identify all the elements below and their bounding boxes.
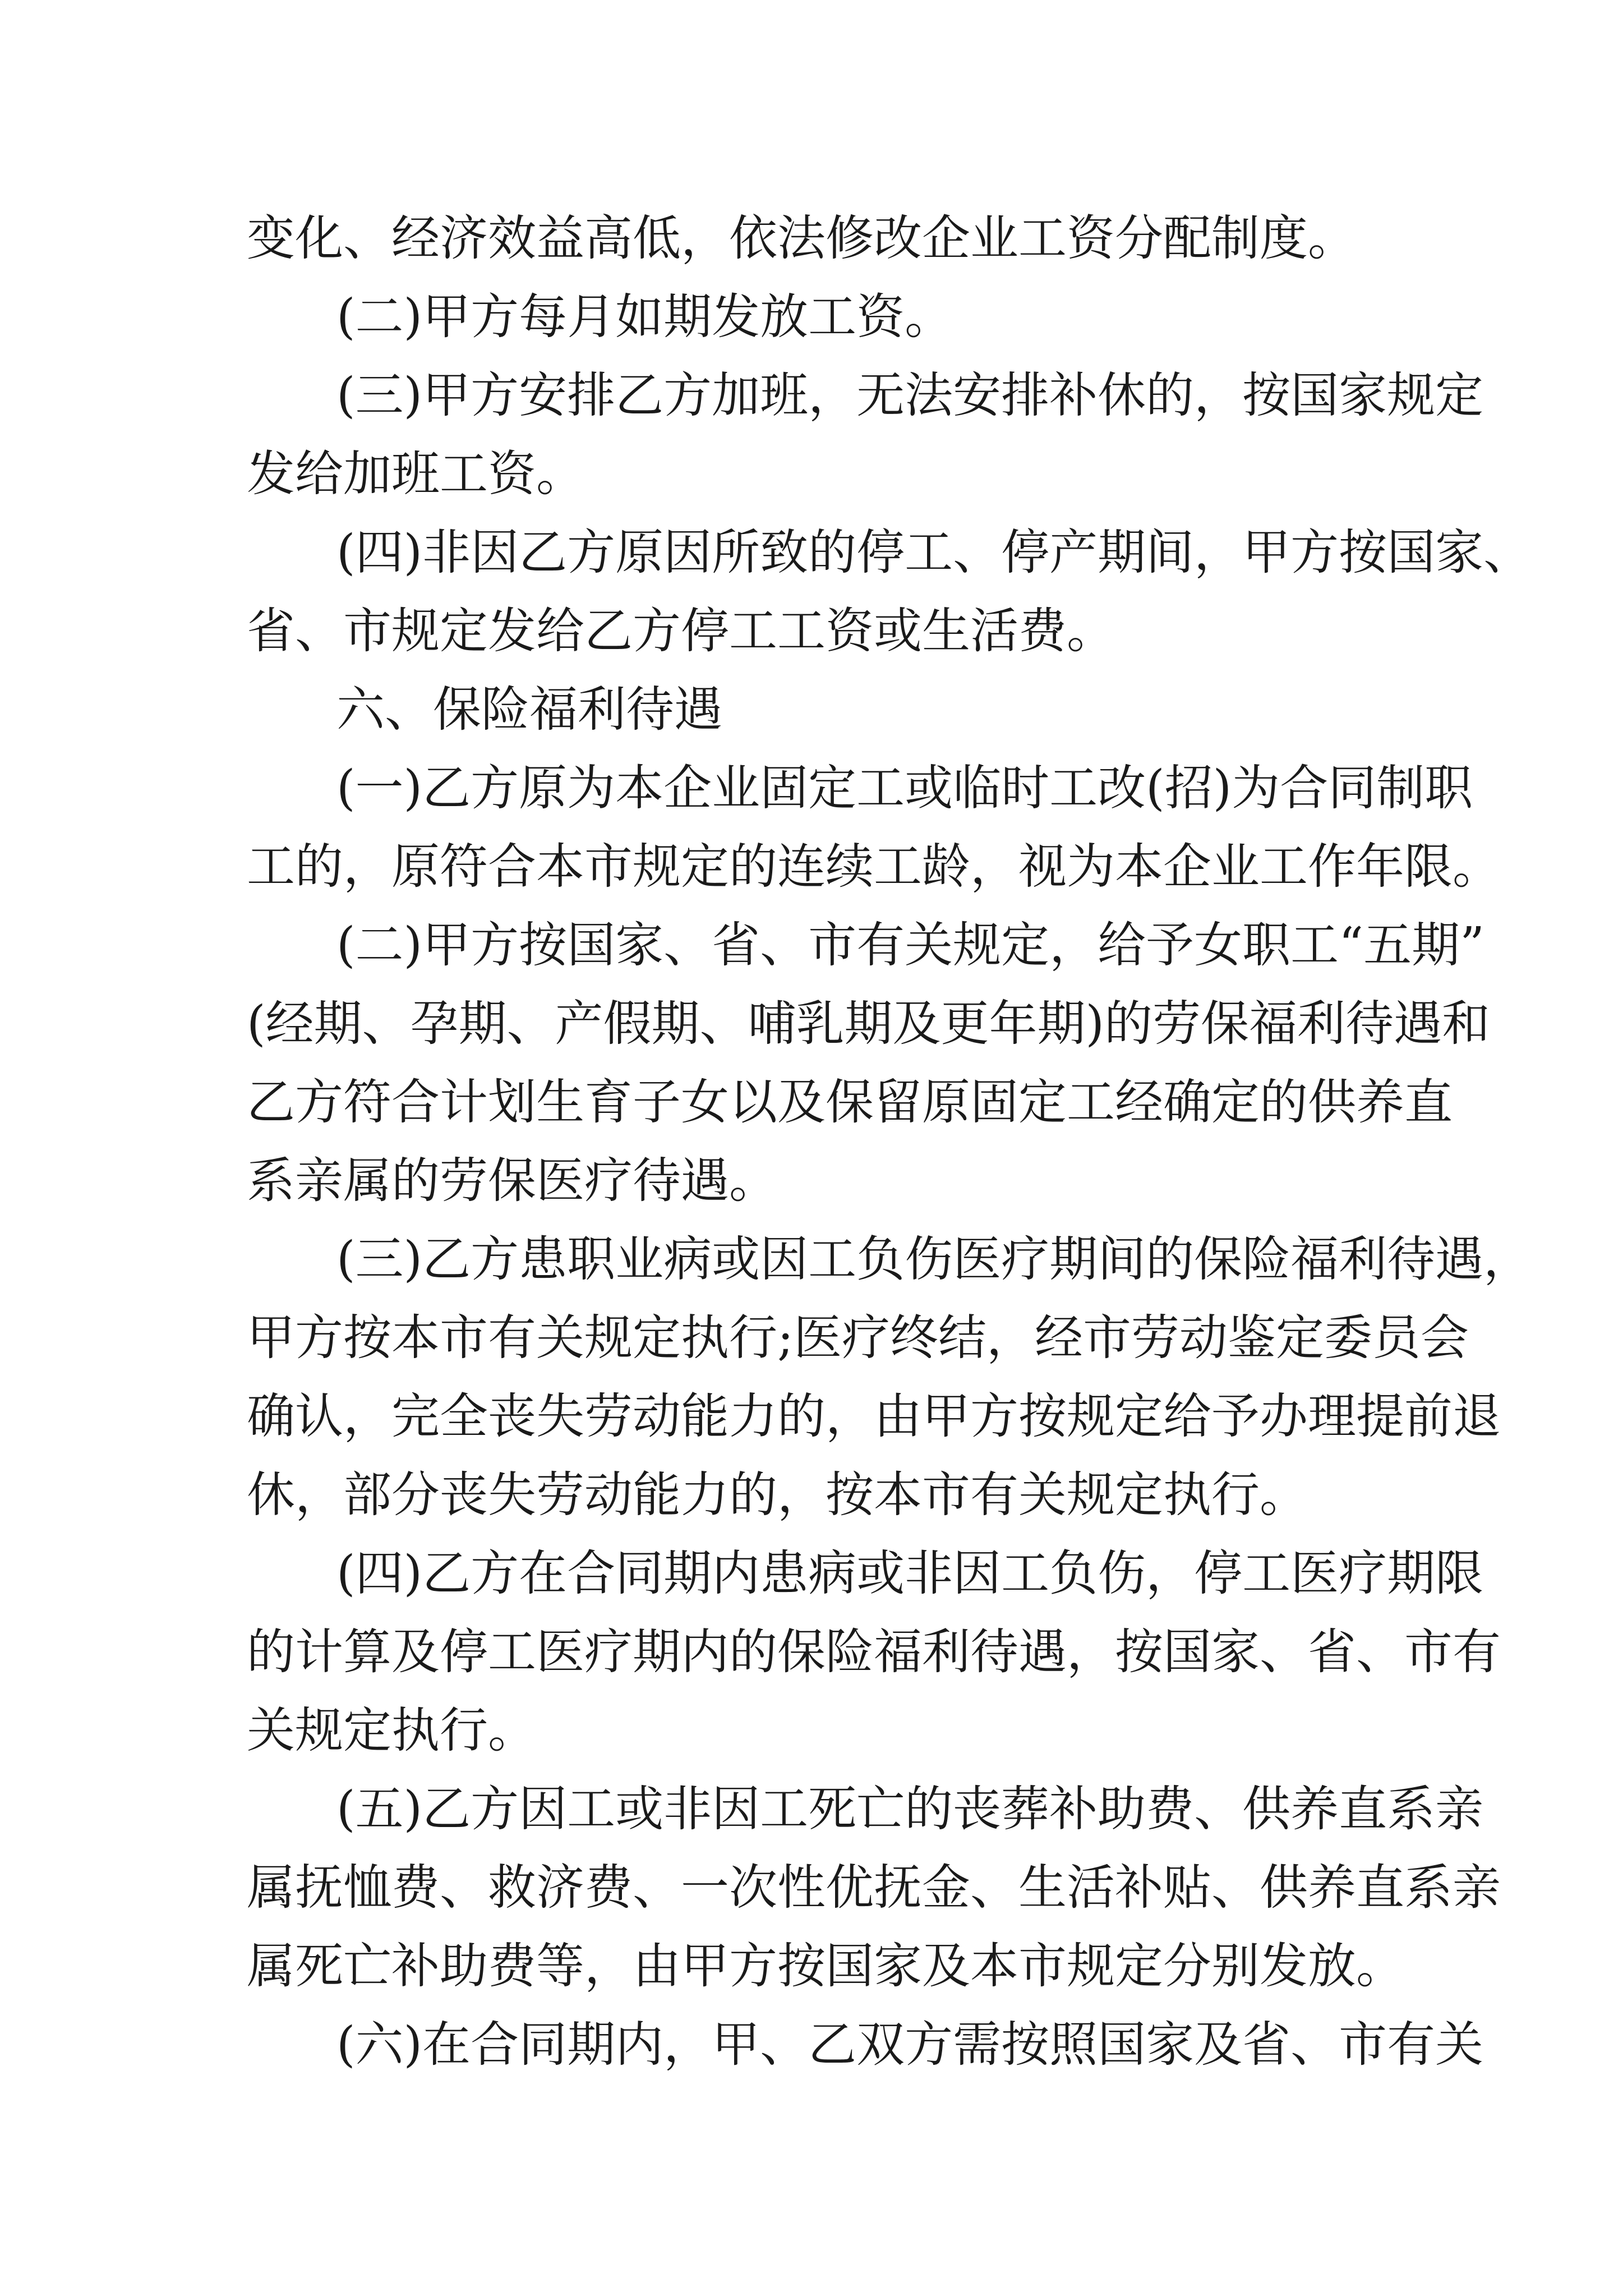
text-line: 确认，完全丧失劳动能力的，由甲方按规定给予办理提前退 [247, 1388, 1501, 1444]
text-line: 休，部分丧失劳动能力的，按本市有关规定执行。 [247, 1467, 1308, 1523]
text-line: (二)甲方每月如期发放工资。 [336, 289, 953, 345]
text-line: 省、市规定发给乙方停工工资或生活费。 [247, 603, 1115, 659]
text-line: 变化、经济效益高低，依法修改企业工资分配制度。 [247, 210, 1356, 266]
text-line: 乙方符合计划生育子女以及保留原固定工经确定的供养直 [247, 1074, 1453, 1130]
text-line: 属死亡补助费等，由甲方按国家及本市规定分别发放。 [247, 1938, 1404, 1994]
text-line: 工的，原符合本市规定的连续工龄，视为本企业工作年限。 [247, 839, 1501, 895]
text-line: 发给加班工资。 [247, 446, 584, 502]
text-line: (二)甲方按国家、省、市有关规定，给予女职工“五期” [336, 917, 1485, 973]
text-line: (四)非因乙方原因所致的停工、停产期间，甲方按国家、 [336, 524, 1532, 581]
text-line: (一)乙方原为本企业固定工或临时工改(招)为合同制职 [336, 760, 1473, 816]
text-line: (经期、孕期、产假期、哺乳期及更年期)的劳保福利待遇和 [247, 996, 1491, 1052]
text-line: 的计算及停工医疗期内的保险福利待遇，按国家、省、市有 [247, 1624, 1501, 1680]
text-line: 系亲属的劳保医疗待遇。 [247, 1153, 777, 1209]
text-line: (六)在合同期内，甲、乙双方需按照国家及省、市有关 [336, 2017, 1484, 2073]
text-line: 属抚恤费、救济费、一次性优抚金、生活补贴、供养直系亲 [247, 1860, 1501, 1916]
text-line: (三)乙方患职业病或因工负伤医疗期间的保险福利待遇， [336, 1231, 1532, 1287]
text-line: 关规定执行。 [247, 1703, 536, 1759]
text-line: (三)甲方安排乙方加班，无法安排补休的，按国家规定 [336, 367, 1484, 424]
text-line: (五)乙方因工或非因工死亡的丧葬补助费、供养直系亲 [336, 1781, 1484, 1837]
text-line: 甲方按本市有关规定执行;医疗终结，经市劳动鉴定委员会 [247, 1310, 1469, 1366]
section-heading: 六、保险福利待遇 [336, 682, 722, 738]
text-line: (四)乙方在合同期内患病或非因工负伤，停工医疗期限 [336, 1545, 1484, 1602]
